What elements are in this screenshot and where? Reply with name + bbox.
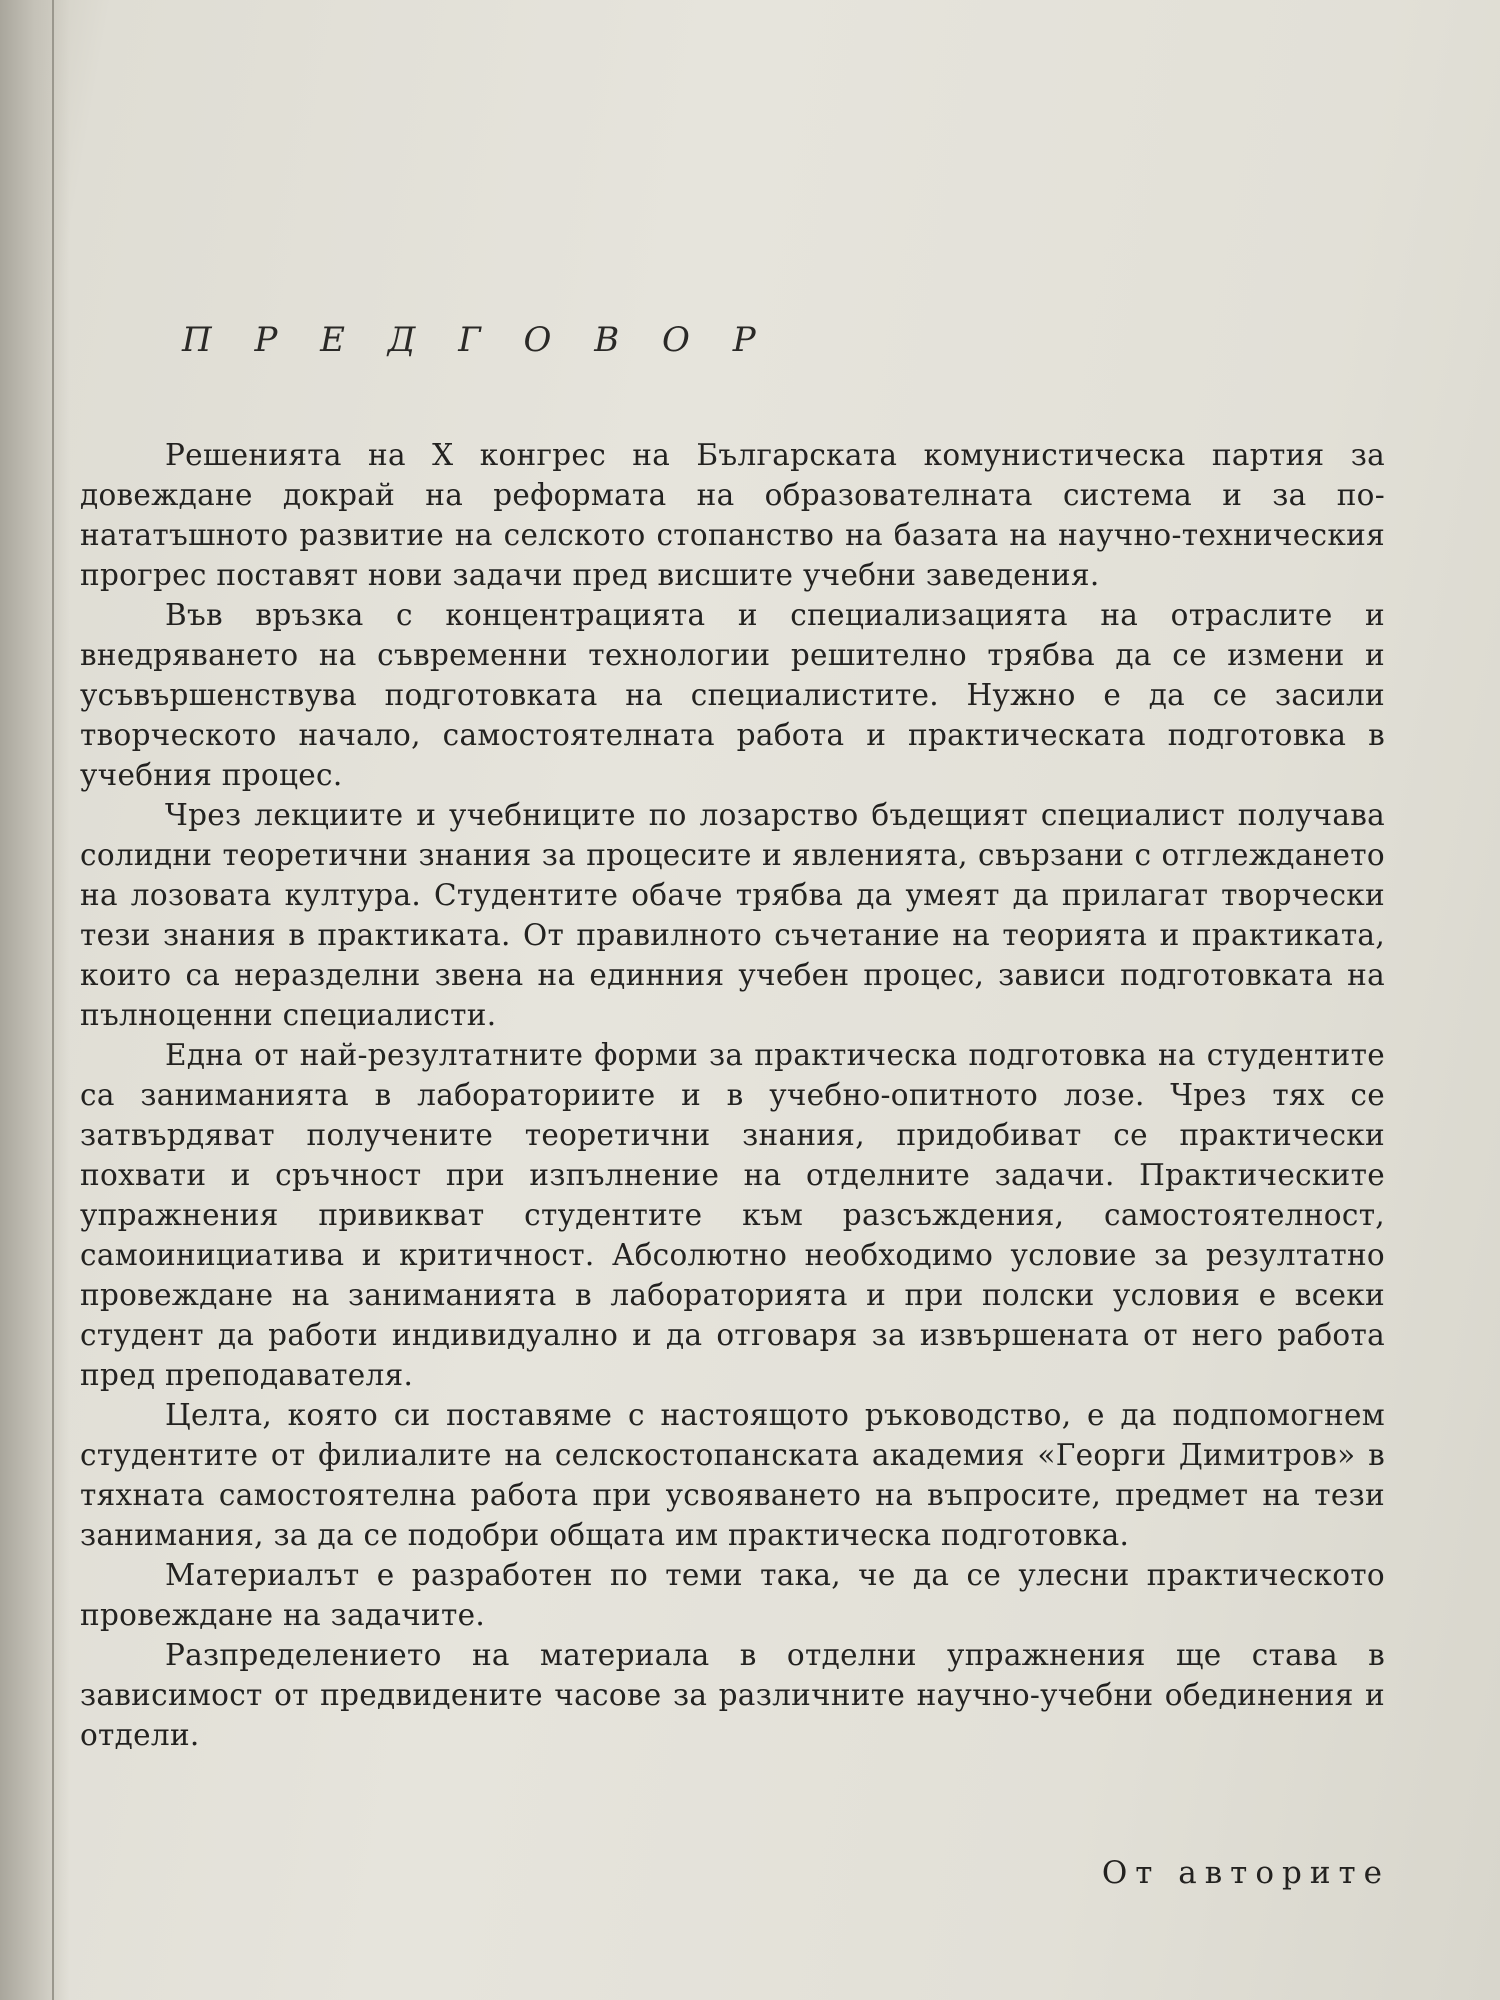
paragraph-6: Материалът е разработен по теми така, че да се улесни практическото провеждане на задачите. (80, 1558, 1385, 1632)
paragraph-3: Чрез лекциите и учебниците по лозарство бъдещият специалист получава солидни теоретични знания за процесите и явленията, свързани с отглеждането на лозовата култура. Студентите обаче трябва да умеят да прилагат творчески тези знания в практиката. От правилното съчетание на теорията и практиката, които са неразделни звена на единния учебен процес, зависи подготовката на пълноценни специалисти. (80, 798, 1385, 1032)
signature: От авторите (1101, 1855, 1390, 1891)
paragraph-5: Целта, която си поставяме с настоящото ръководство, е да подпомогнем студентите от филиалите на селскостопанската академия «Георги Димитров» в тяхната самостоятелна работа при усвояването на въпросите, предмет на тези занимания, за да се подобри общата им практическа подготовка. (80, 1398, 1385, 1552)
paragraph-2: Във връзка с концентрацията и специализацията на отраслите и внедряването на съвременни технологии решително трябва да се измени и усъвършенствува подготовката на специалистите. Нужно е да се засили творческото начало, самостоятелната работа и практическата подготовка в учебния процес. (80, 598, 1385, 792)
preface-body (80, 435, 1385, 1755)
page-heading: П Р Е Д Г О В О Р (182, 320, 772, 360)
page-gutter-shadow (0, 0, 70, 2000)
paragraph-4: Една от най-резултатните форми за практическа подготовка на студентите са заниманията в лабораториите и в учебно-опитното лозе. Чрез тях се затвърдяват получените теоретични знания, придобиват се практически похвати и сръчност при изпълнение на отделните задачи. Практическите упражнения привикват студентите към разсъждения, самостоятелност, самоинициатива и критичност. Абсолютно необходимо условие за резултатно провеждане на заниманията в лабораторията и при полски условия е всеки студент да работи индивидуално и да отговаря за извършената от него работа пред преподавателя. (80, 1038, 1385, 1392)
paragraph-1: Решенията на X конгрес на Българската комунистическа партия за довеждане докрай на реформата на образователната система и за по-нататъшното развитие на селското стопанство на базата на научно-техническия прогрес поставят нови задачи пред висшите учебни заведения. (80, 438, 1385, 592)
page-gutter-edge (52, 0, 54, 2000)
paragraph-7: Разпределението на материала в отделни упражнения ще става в зависимост от предвидените часове за различните научно-учебни обединения и отдели. (80, 1638, 1385, 1752)
